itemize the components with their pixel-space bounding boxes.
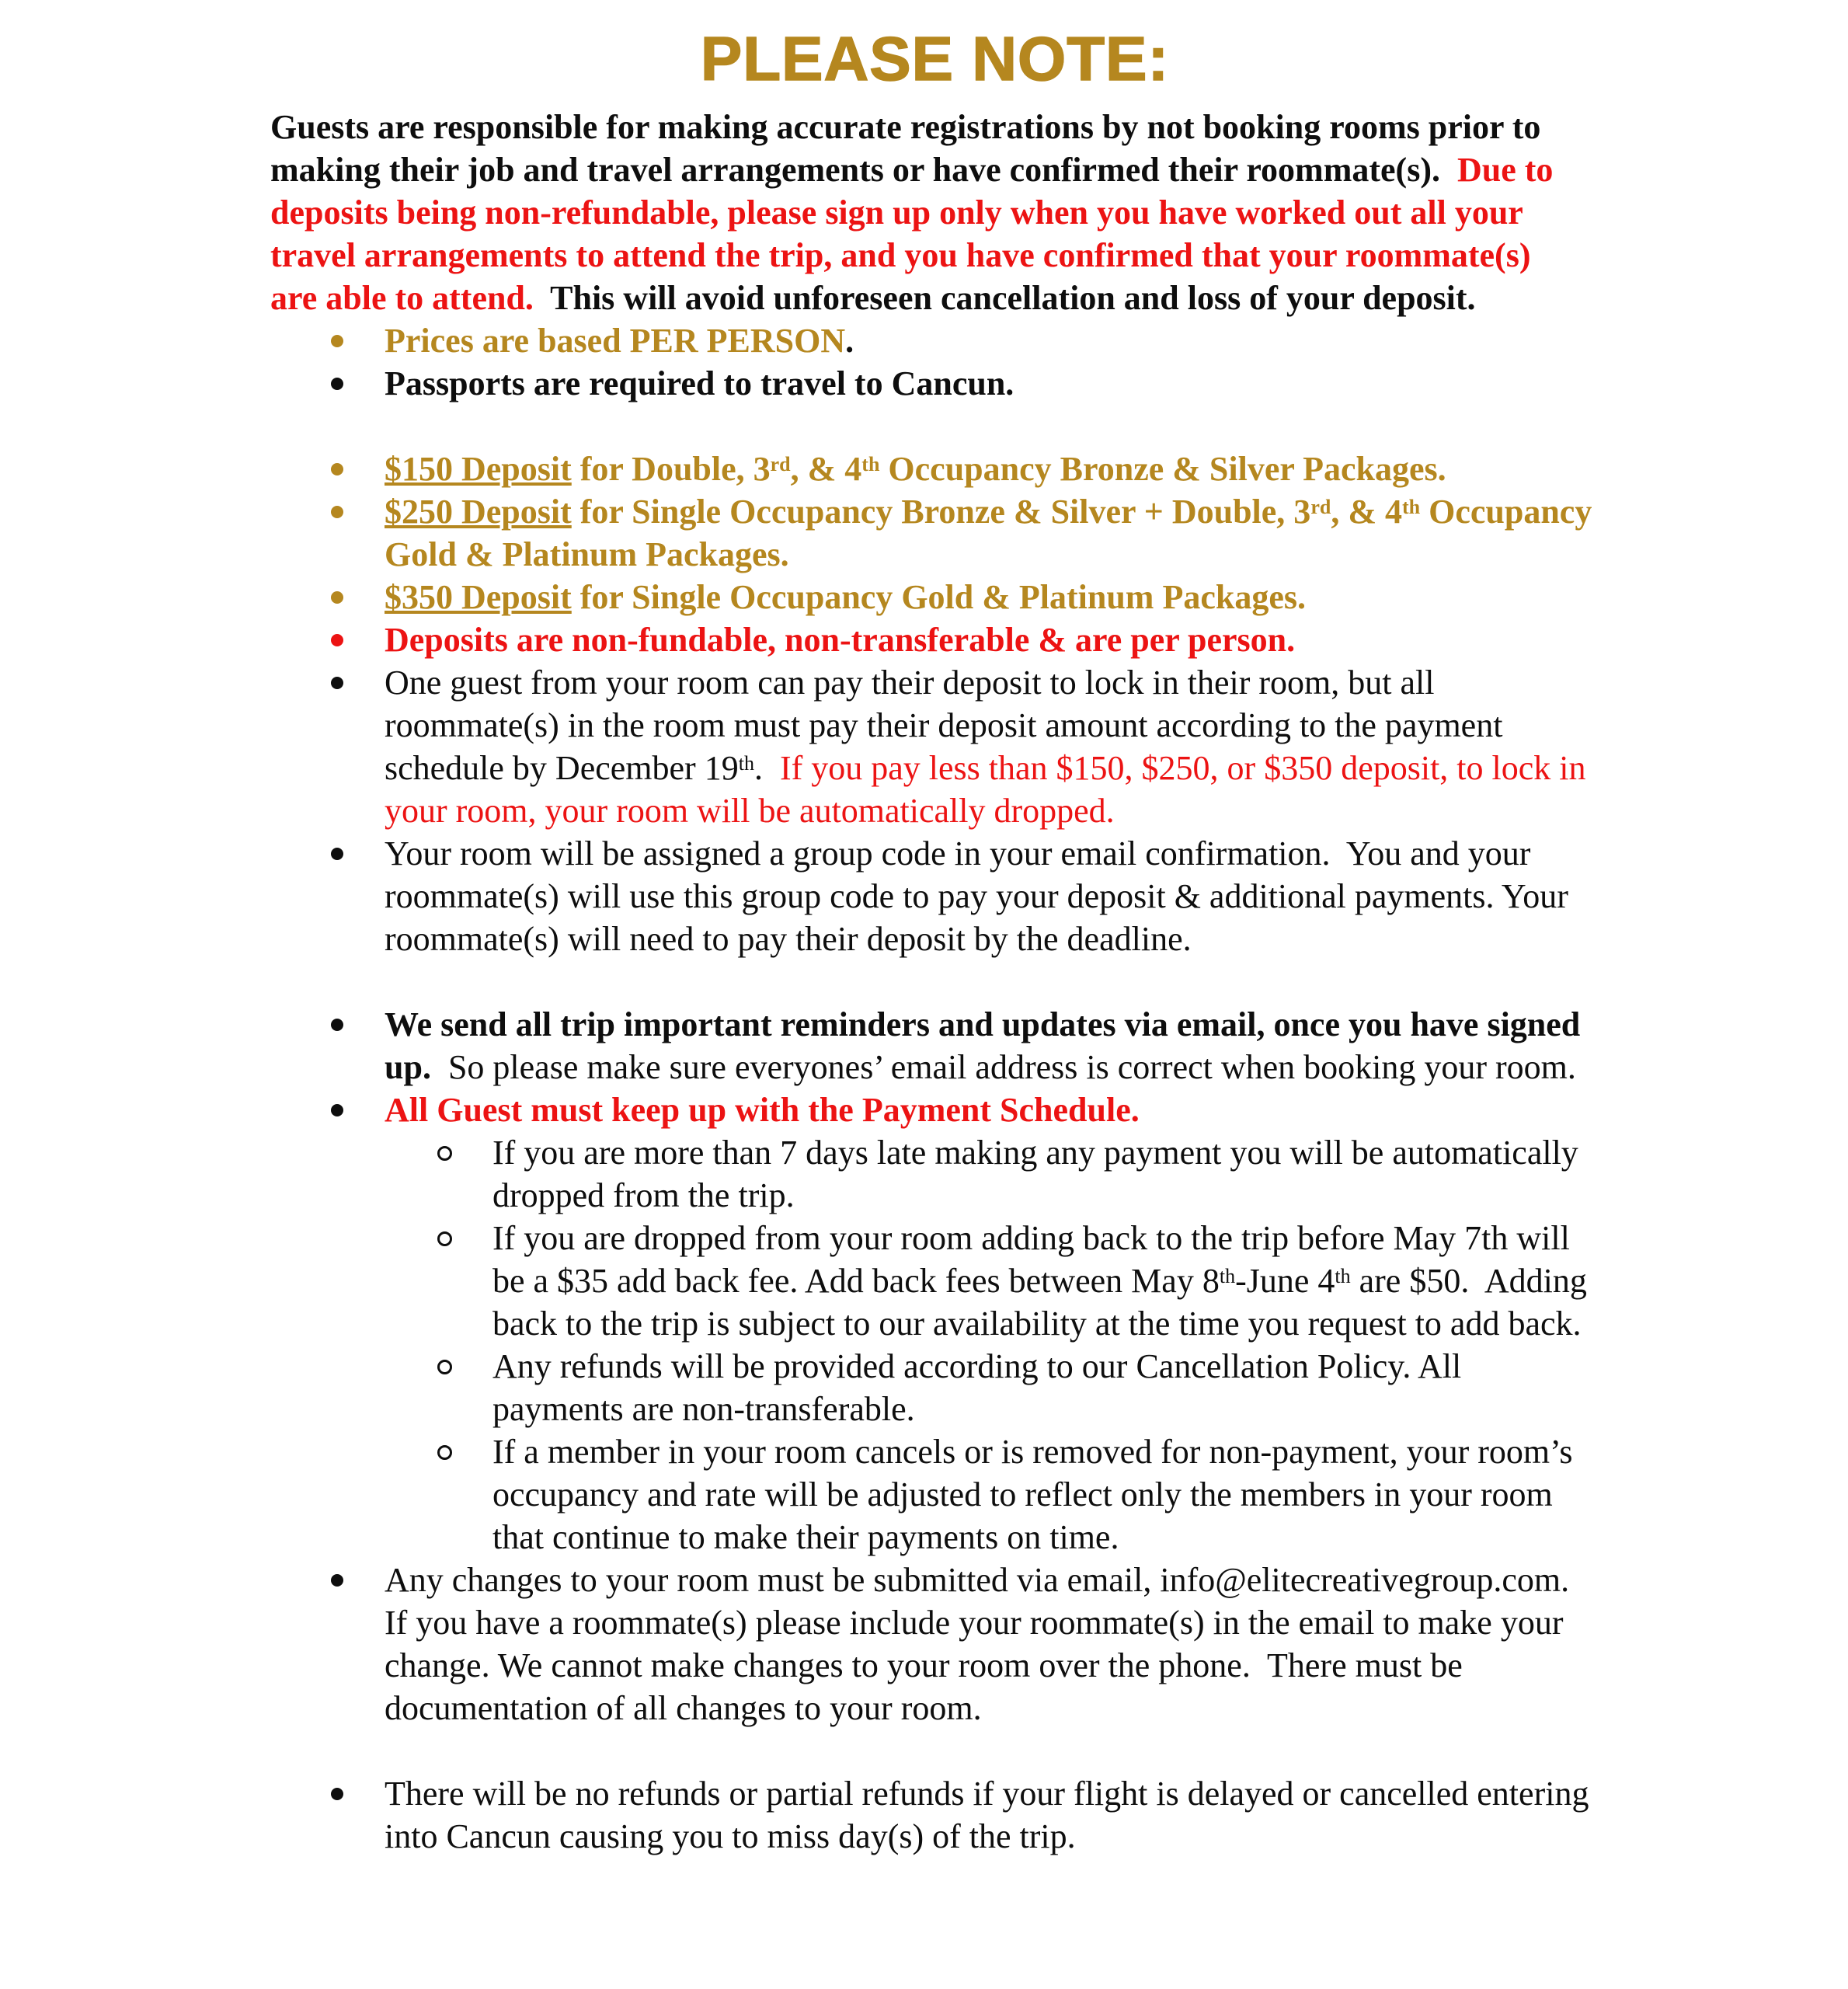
text-segment: th — [861, 453, 880, 476]
text-segment: This will avoid unforeseen cancellation and loss of your deposit. — [533, 279, 1476, 317]
list-item — [270, 1003, 1599, 1089]
list-item — [270, 1089, 1599, 1131]
item-text — [385, 834, 1577, 958]
text-segment: If a member in your room cancels or is removed for non-payment, your room’s occupancy and rate will be adjusted to reflect only the members in your room that continue to make their payments on time. — [492, 1433, 1582, 1556]
text-segment: Prices are based PER PERSON — [385, 322, 846, 360]
list-item — [270, 1559, 1599, 1729]
text-segment: rd — [1310, 496, 1331, 519]
text-segment: There will be no refunds or partial refunds if your flight is delayed or cancelled entering into Cancun causing you to miss day(s) of the trip. — [385, 1775, 1598, 1855]
item-text — [385, 450, 1446, 488]
spacer — [270, 960, 1599, 1003]
text-segment: One guest from your room can pay their deposit to lock in their room, but all roommate(s) in the room must pay their deposit amount according to the payment schedule by December 19 — [385, 664, 1512, 787]
notes-list — [270, 319, 1599, 1858]
page-title: PLEASE NOTE: — [700, 24, 1170, 93]
spacer — [270, 405, 1599, 448]
list-item — [270, 362, 1599, 405]
text-segment: th — [1335, 1265, 1351, 1288]
text-segment: , & 4 — [1331, 493, 1402, 531]
item-text — [385, 364, 1014, 402]
bullet-icon — [331, 634, 343, 646]
text-segment: , & 4 — [790, 450, 862, 488]
text-segment: We send all trip important reminders and updates via email, once you have signed up. — [385, 1005, 1589, 1086]
text-segment: Passports are required to travel to Cancun. — [385, 364, 1014, 402]
text-segment: th — [738, 752, 754, 775]
text-segment: th — [1401, 496, 1421, 519]
list-item — [270, 618, 1599, 661]
list-item — [270, 1772, 1599, 1858]
bullet-icon — [331, 677, 343, 689]
circle-bullet-icon — [437, 1445, 452, 1460]
bullet-icon — [331, 1788, 343, 1800]
item-text — [492, 1433, 1582, 1556]
item-text — [385, 1561, 1578, 1727]
text-segment: for Single Occupancy Gold & Platinum Packages. — [571, 578, 1306, 616]
item-text — [385, 493, 1600, 573]
text-segment: Guests are responsible for making accurate registrations by not booking rooms prior to making their job and travel arrangements or have confirmed their roommate(s). — [270, 108, 1550, 189]
text-segment: Occupancy Bronze & Silver Packages. — [879, 450, 1446, 488]
text-segment: for Double, 3 — [571, 450, 771, 488]
list-item — [270, 576, 1599, 618]
circle-bullet-icon — [437, 1146, 452, 1161]
item-text — [492, 1219, 1596, 1343]
list-item — [270, 1430, 1599, 1559]
bullet-icon — [331, 1104, 343, 1116]
item-text — [385, 664, 1595, 830]
list-item — [270, 661, 1599, 832]
intro-paragraph — [270, 106, 1599, 319]
list-item — [270, 832, 1599, 960]
text-segment: rd — [770, 453, 791, 476]
list-item — [270, 1345, 1599, 1430]
text-segment: for Single Occupancy Bronze & Silver + Double, 3 — [571, 493, 1311, 531]
item-text — [492, 1347, 1470, 1428]
circle-bullet-icon — [437, 1231, 452, 1246]
text-segment: are $50. Adding back to the trip is subject to our availability at the time you request to add back. — [492, 1262, 1596, 1343]
text-segment: Deposits are non-fundable, non-transferable & are per person. — [385, 621, 1296, 659]
list-item — [270, 319, 1599, 362]
text-segment: Your room will be assigned a group code in your email confirmation. You and your roommate(s) will use this group code to pay your deposit & additional payments. Your roommate(s) will need to pay their deposit by the deadline. — [385, 834, 1577, 958]
bullet-icon — [331, 591, 343, 604]
text-segment: $150 Deposit — [385, 450, 572, 488]
text-segment: . — [753, 749, 780, 787]
item-text — [385, 1005, 1589, 1086]
item-text — [385, 621, 1295, 659]
bullet-icon — [331, 1019, 343, 1031]
bullet-icon — [331, 506, 343, 518]
item-text — [385, 578, 1306, 616]
text-segment: If you are more than 7 days late making any payment you will be automatically dropped from the trip. — [492, 1134, 1587, 1214]
item-text — [385, 1091, 1140, 1129]
text-segment: If you are dropped from your room adding back to the trip before May 7th will be a $35 add back fee. Add back fees between May 8 — [492, 1219, 1578, 1300]
text-segment: th — [1219, 1265, 1236, 1288]
text-segment: -June 4 — [1235, 1262, 1335, 1300]
bullet-icon — [331, 335, 343, 347]
text-segment: Occupancy Gold & Platinum Packages. — [385, 493, 1601, 573]
text-segment: $250 Deposit — [385, 493, 572, 531]
text-segment: Any refunds will be provided according to our Cancellation Policy. All payments are non-transferable. — [492, 1347, 1470, 1428]
list-item — [270, 1131, 1599, 1217]
text-segment: All Guest must keep up with the Payment Schedule. — [385, 1091, 1140, 1129]
item-text — [492, 1134, 1587, 1214]
text-segment: So please make sure everyones’ email address is correct when booking your room. — [430, 1048, 1576, 1086]
text-segment: . — [845, 322, 854, 360]
bullet-icon — [331, 848, 343, 860]
item-text — [385, 1775, 1597, 1855]
list-item — [270, 1217, 1599, 1345]
list-item — [270, 490, 1599, 576]
list-item — [270, 448, 1599, 490]
text-segment: $350 Deposit — [385, 578, 572, 616]
bullet-icon — [331, 1574, 343, 1587]
circle-bullet-icon — [437, 1360, 452, 1374]
spacer — [270, 1729, 1599, 1772]
text-segment: Any changes to your room must be submitted via email, info@elitecreativegroup.com. If you have a roommate(s) please include your roommate(s) in the email to make your change. We cannot make changes to your room over the phone. There must be documentation of all changes to your room. — [385, 1561, 1578, 1727]
bullet-icon — [331, 463, 343, 475]
text-segment: If you pay less than $150, $250, or $350 deposit, to lock in your room, your room will be automatically dropped. — [385, 749, 1595, 830]
bullet-icon — [331, 378, 343, 390]
text-segment: Due to deposits being non-refundable, please sign up only when you have worked out all your travel arrangements to attend the trip, and you have confirmed that your roommate(s) are able to attend. — [270, 151, 1562, 317]
item-text — [385, 322, 854, 360]
